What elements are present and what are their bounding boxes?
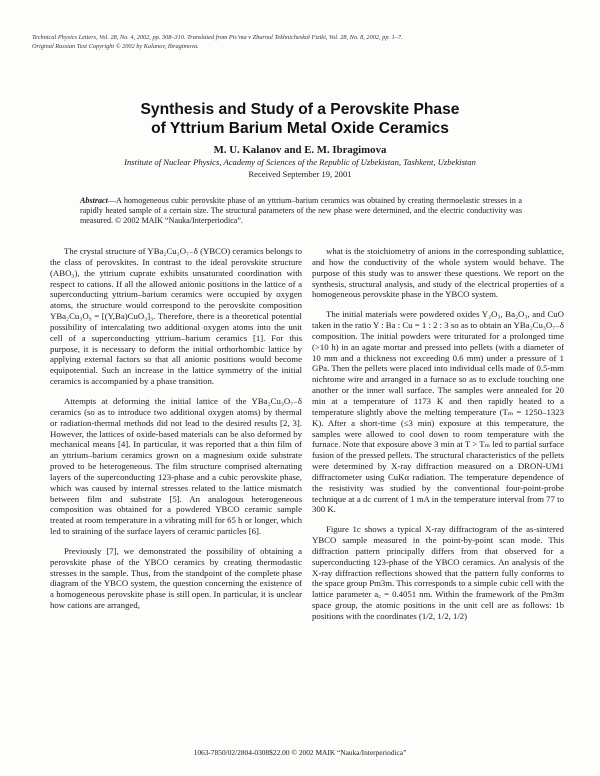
abstract-label: Abstract xyxy=(80,196,108,205)
paragraph: The initial materials were powdered oxides Y₂O₃, Ba₂O₃, and CuO taken in the ratio Y : Ba : Cu = 1 : 2 : 3 so as to obtain an YBa₂Cu₃O₇₋δ composition. The initial powders were triturated for a prolonged time (>10 h) in an agate mortar and pressed into pellets (with a diameter of 10 mm and a thickness not exceeding 0.6 mm) under a pressure of 1 GPa. Then the pellets were placed into individual cells made of 0.5-mm nichrome wire and arranged in a furnace so as to exclude touching one another or the inner wall surface. The samples were annealed for 20 min at a temperature of 1173 K and then rapidly heated to a temperature slightly above the melting temperature (Tₘ = 1250–1323 K). After a short-time (≤3 min) exposure at this temperature, the samples were allowed to cool down to room temperature with the furnace. Note that exposure above 3 min at T > Tₘ led to partial surface fusion of the pressed pellets. The structural characteristics of the pellets were determined by X-ray diffraction measured on a DRON-UM1 diffractometer using CuKα radiation. The temperature dependence of the resistivity was studied by the conventional four-point-probe technique at a dc current of 1 mA in the temperature interval from 77 to 300 K. xyxy=(312,309,564,515)
abstract xyxy=(80,196,522,226)
journal-header xyxy=(32,34,568,51)
paragraph: Attempts at deforming the initial lattice of the YBa₂Cu₃O₇₋δ ceramics (so as to introduce two additional oxygen atoms) by thermal or radiation-thermal methods did not lead to the desired results [2, 3]. However, the lattices of oxide-based materials can be also deformed by mechanical means [4]. In particular, it was reported that a thin film of an yttrium–barium ceramics grown on a magnesium oxide substrate proved to be heterogeneous. The film structure comprised alternating layers of the superconducting 123-phase and a cubic perovskite phase, which was caused by internal stresses related to the lattice mismatch between film and substrate [5]. An analogous heterogeneous composition was obtained for a powdered YBCO ceramic sample treated at room temperature in a vibrating mill for 65 h or longer, which led to straining of the surface layers of ceramic particles [6]. xyxy=(50,395,302,537)
paragraph: Previously [7], we demonstrated the possibility of obtaining a perovskite phase of the YBCO ceramics by creating thermodastic stresses in the sample. Thus, from the standpoint of the complete phase diagram of the YBCO system, the question concerning the existence of a homogeneous perovskite phase is still open. In particular, it is unclear how cations are arranged, xyxy=(50,545,302,611)
title-line2: of Yttrium Barium Metal Oxide Ceramics xyxy=(151,120,449,137)
paragraph: what is the stoichiometry of anions in the corresponding sublattice, and how the conductivity of the whole system would behave. The purpose of this study was to answer these questions. We report on the synthesis, structural analysis, and study of the electrical properties of a homogeneous perovskite phase in the YBCO system. xyxy=(312,246,564,300)
footer-copyright: 1063-7850/02/2804-0308$22.00 © 2002 MAIK “Nauka/Interperiodica” xyxy=(193,748,407,757)
journal-header-line1: Technical Physics Letters, Vol. 28, No. 4, 2002, pp. 308–310. Translated from Pis’ma v Zhurnal Tekhnicheskoĭ Fiziki, Vol. 28, No. 8, 2002, pp. 1–7. xyxy=(32,34,403,41)
affiliation: Institute of Nuclear Physics, Academy of Sciences of the Republic of Uzbekistan, Tashkent, Uzbekistan xyxy=(124,157,476,167)
body-column-left xyxy=(50,246,302,611)
received-date: Received September 19, 2001 xyxy=(248,169,352,179)
abstract-text: —A homogeneous cubic perovskite phase of an yttrium–barium ceramics was obtained by creating thermoelastic stresses in a rapidly heated sample of a certain size. The structural parameters of the new phase were determined, and the electric conductivity was measured. © 2002 MAIK “Nauka/Interperiodica”. xyxy=(80,196,522,225)
title-line1: Synthesis and Study of a Perovskite Phase xyxy=(140,101,460,118)
paragraph: Figure 1c shows a typical X-ray diffractogram of the as-sintered YBCO sample measured in the point-by-point scan mode. This diffraction pattern principally differs from that observed for a superconducting 123-phase of the YBCO ceramics. An analysis of the X-ray diffraction reflections showed that the pattern fully conforms to the space group Pm3m. This corresponds to a simple cubic cell with the lattice parameter a꜀ = 0.4051 nm. Within the framework of the Pm3m space group, the atomic positions in the unit cell are as follows: 1b positions with the coordinates (1/2, 1/2, 1/2) xyxy=(312,524,564,621)
body-column-right xyxy=(312,246,564,622)
paper-title xyxy=(0,100,600,138)
journal-header-line2: Original Russian Text Copyright © 2002 by Kalanov, Ibragimova. xyxy=(32,42,199,50)
paragraph: The crystal structure of YBa₂Cu₃O₇₋δ (YBCO) ceramics belongs to the class of perovskites. In contrast to the ideal perovskite structure (ABO₃), the yttrium cuprate exhibits unsaturated coordination with respect to cations. If all the allowed anionic positions in the lattice of a superconducting yttrium–barium ceramics were occupied by oxygen atoms, the structure would correspond to the perovskite composition YBa₂Cu₃O₉ = [(Y,Ba)CuO₃]₃. Therefore, there is a theoretical potential possibility of intercalating two additional oxygen atoms into the unit cell of a superconducting yttrium–barium ceramics [1]. For this purpose, it is necessary to deform the initial orthorhombic lattice by applying external factors so that all anionic positions would become equipotential. Such an increase in the lattice symmetry of the initial ceramics is accompanied by a phase transition. xyxy=(50,246,302,387)
authors: M. U. Kalanov and E. M. Ibragimova xyxy=(213,144,387,156)
